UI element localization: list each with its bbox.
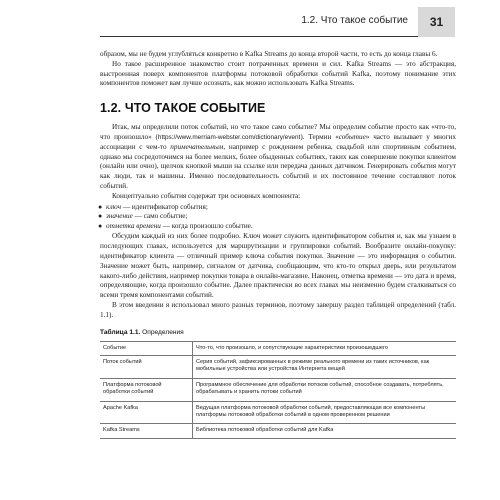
p1-term: событие [338,132,366,141]
table-cell-term: Событие [100,341,193,355]
table-row [100,341,456,355]
list-item-term: отметка времени [106,221,161,230]
intro-paragraph-2: Но такое расширенное знакомство стоит потраченных времени и сил. Kafka Streams — это абстракция, выстроенная поверх компонентов платформы потоковой обработки событий Kafka, поэтому понимание этих компонентов поможет вам лучше осознать, как можно использовать Kafka Streams. [100,59,456,88]
table-cell-term: Apache Kafka [100,401,193,424]
running-header [100,7,418,37]
running-title: 1.2. Что такое событие [301,15,408,26]
page-number: 31 [418,7,455,37]
list-item-text: — идентификатор события; [121,202,208,211]
section-heading: 1.2. ЧТО ТАКОЕ СОБЫТИЕ [100,101,266,116]
table-cell-term: Поток событий [100,355,193,378]
event-components-list [100,203,456,232]
table-row [100,424,456,438]
bullet-icon: ● [98,202,103,211]
section-paragraph-2: Концептуально события содержат три основных компонента: [112,191,301,200]
table-caption [100,329,456,336]
list-item-text: — когда произошло событие. [160,221,253,230]
p1-before-link: Итак, мы определили поток событий, но что такое само событие? Мы определим событие просто как «что-то, что произошло» ( [100,123,456,141]
table-row [100,401,456,424]
definitions-table [100,341,456,439]
table-cell-term: Kafka Streams [100,424,193,438]
table-row [100,355,456,378]
list-item-term: значение [106,212,133,221]
table-caption-label: Таблица 1.1. [100,328,141,336]
p1-mid: » часто вызывает у многих ассоциации с чем-то [100,132,456,151]
p1-rest: , например с рождением ребенка, свадьбой или спортивным событием, однако мы сосредоточимся на более мелких, более обыденных событиях, таких как совершение покупки клиентом (онлайн или очно), щелчок кнопкой мыши на ссылке или передача данных датчиком. Генерировать события могут как люди, так и машины. Именно последовательность событий и их постоянное течение составляют поток событий. [100,142,456,190]
section-paragraph-4: В этом введении я использовал много разных терминов, поэтому завершу раздел таблицей определений (табл. 1.1). [100,300,456,319]
table-row [100,378,456,401]
table-cell-definition: Программное обеспечение для обработки потоков событий, способное создавать, потреблять, обрабатывать и хранить потоки событий [193,378,457,401]
list-item-term: ключ [106,202,122,211]
section-paragraph-1 [100,123,456,192]
list-item-text: — само событие; [132,212,188,221]
list-item [100,212,456,222]
table-cell-definition: Серия событий, зафиксированных в режиме реального времени из таких источников, как мобильные устройства или устройства Интернета вещей [193,355,457,378]
section-paragraph-3: Обсудим каждый из них более подробно. Ключ может служить идентификатором события и, как мы узнаем в последующих главах, используется для маршрутизации и группировки событий. Вообразите онлайн-покупку: идентификатор клиента — отличный пример ключа события покупки. Значение — это информация о событии. Значение может быть, например, сигналом от датчика, сообщающим, что кто-то открыл дверь, или результатом какого-либо действия, например покупки товара в онлайн-магазине. Наконец, отметка времени — это дата и время, определяющие, когда произошло событие. Далее практически во всех главах мы неизменно будем сталкиваться со всеми тремя компонентами событий. [100,232,456,300]
bullet-icon: ● [98,221,103,230]
list-item [100,203,456,213]
table-cell-definition: Библиотека потоковой обработки событий для Kafka [193,424,457,438]
table-cell-definition: Ведущая платформа потоковой обработки событий, предоставляющая все компоненты платформы потоковой обработки событий в одном проверенном решении [193,401,457,424]
p1-emphasis: примечательным [170,142,224,151]
list-item [100,222,456,232]
page-content [100,50,456,439]
table-caption-text: Определения [142,328,184,336]
p1-after-link: ). Термин « [300,132,339,141]
table-cell-term: Платформа потоковой обработки событий [100,378,193,401]
dictionary-link[interactable]: https://www.merriam-webster.com/dictionary/event [157,133,301,141]
bullet-icon: ● [98,212,103,221]
intro-paragraph-1: образом, мы не будем углубляться конкретно в Kafka Streams до конца второй части, то есть до конца главы 6. [100,50,438,58]
table-cell-definition: Что-то, что произошло, и сопутствующие характеристики произошедшего [193,341,457,355]
